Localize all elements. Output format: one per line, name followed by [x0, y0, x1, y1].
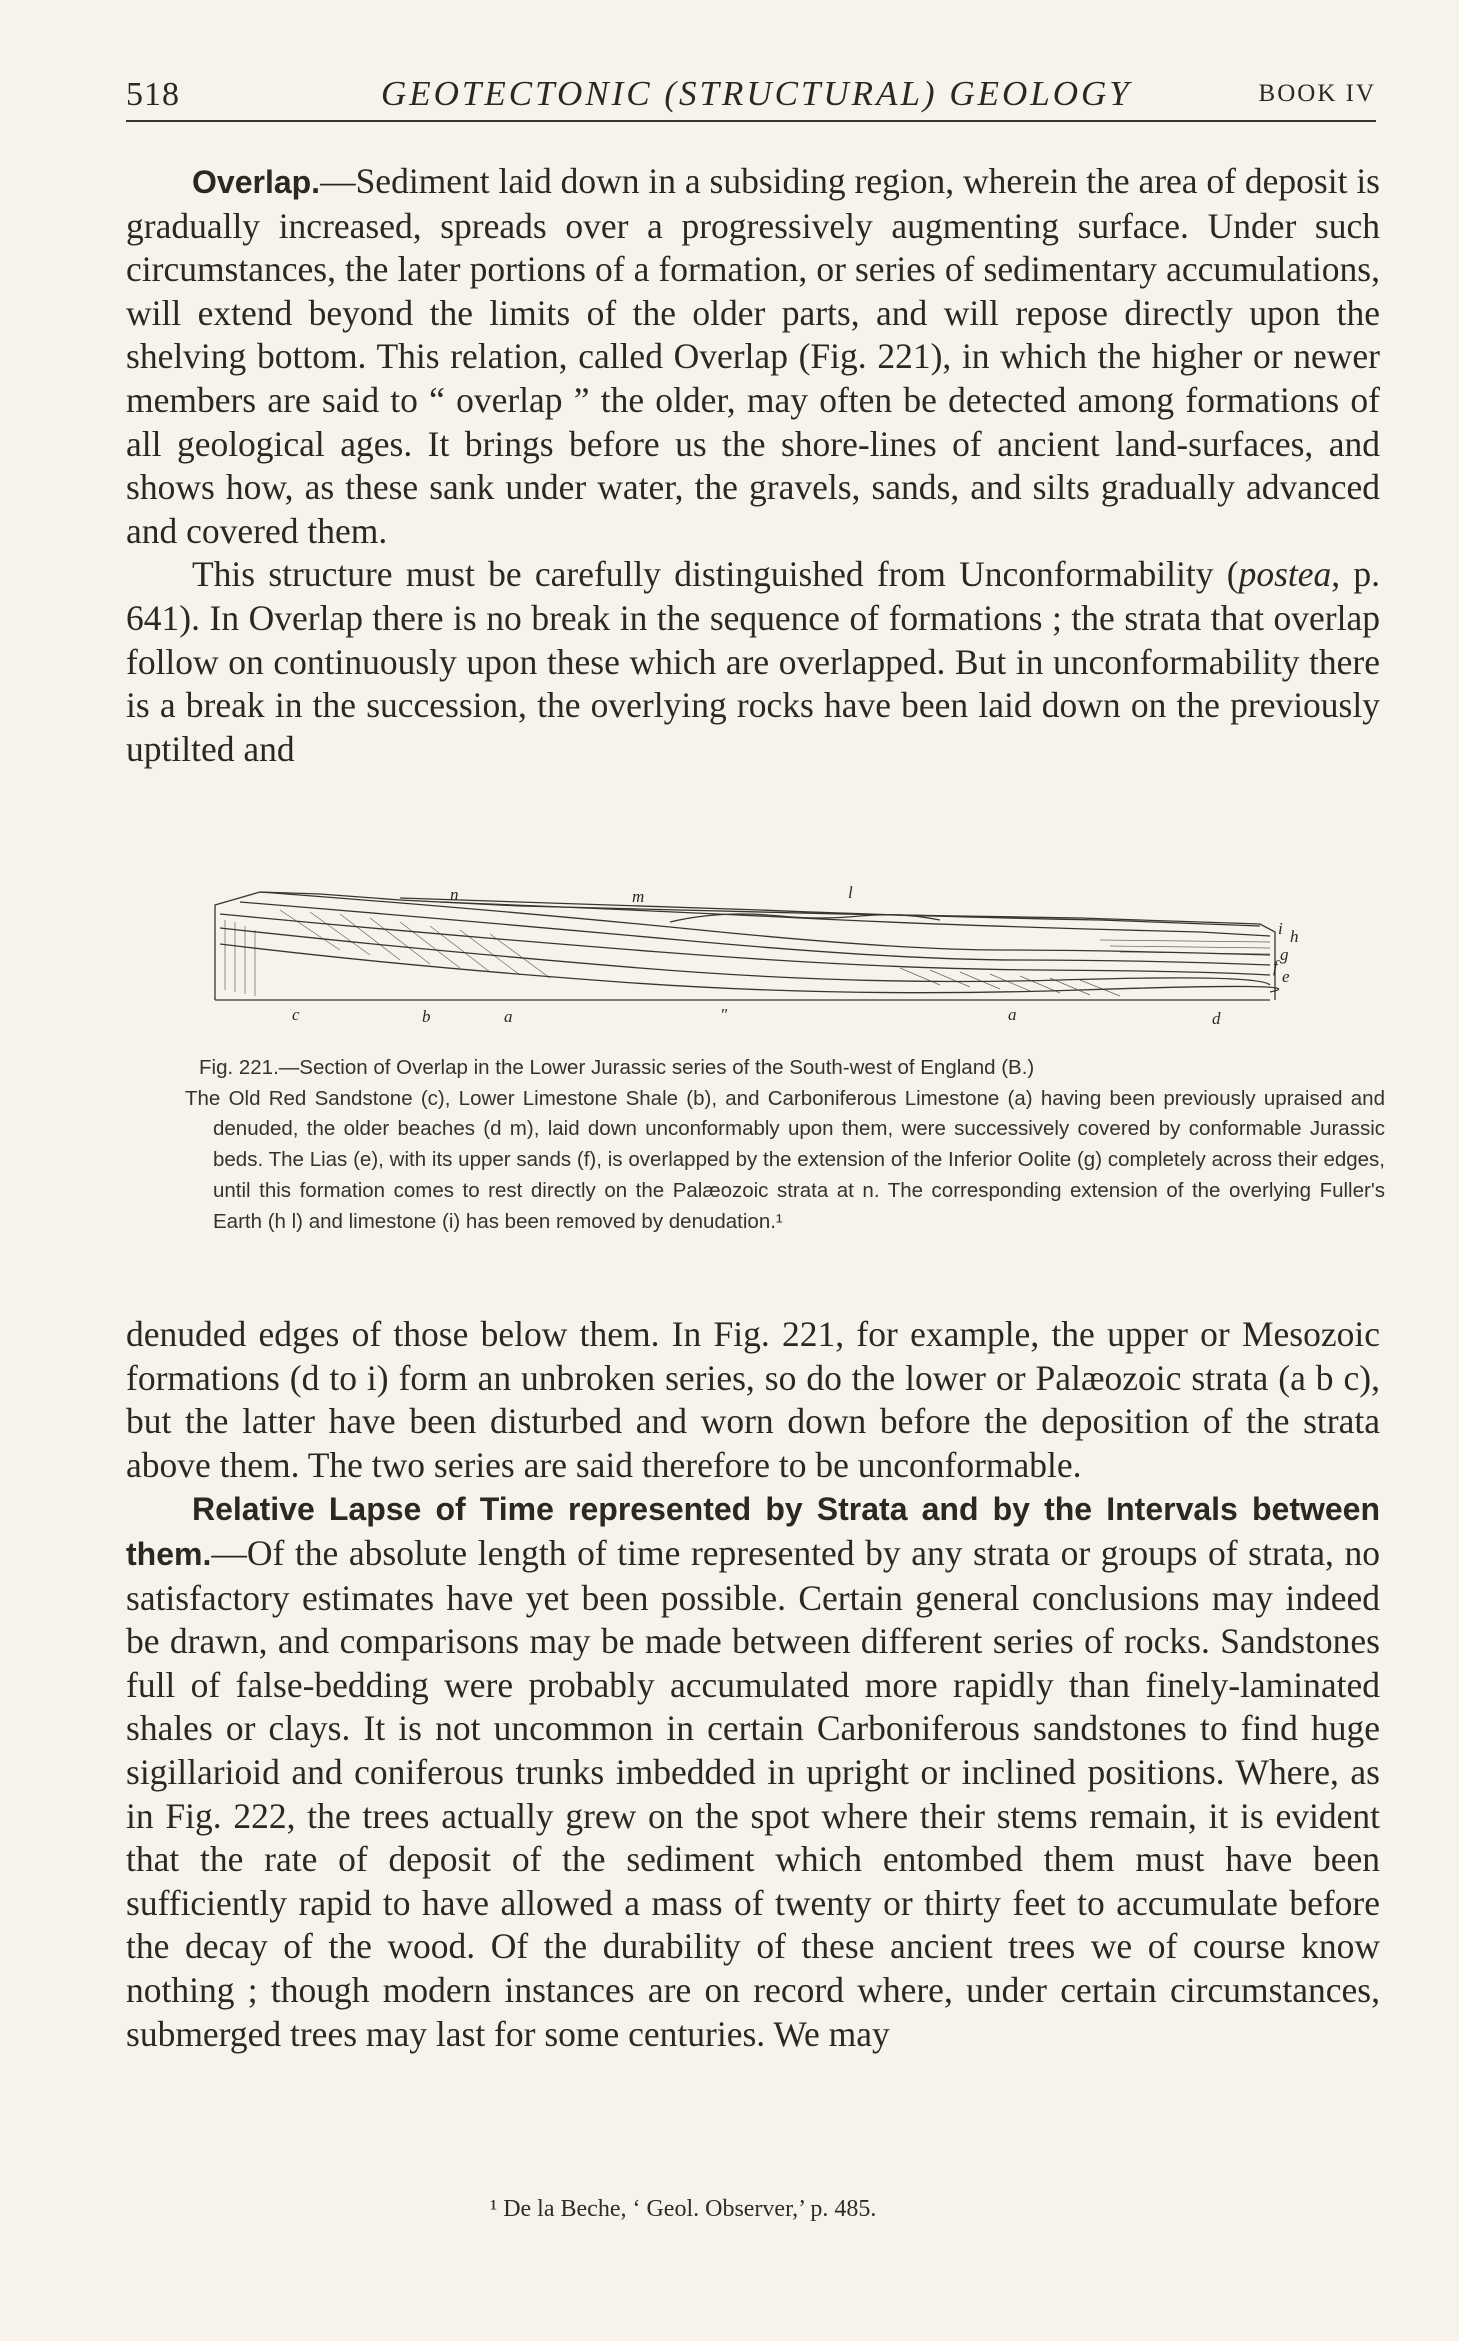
- lens-line: [670, 914, 940, 922]
- label-d: d: [1212, 1009, 1221, 1028]
- label-i: i: [1278, 919, 1283, 938]
- label-m: m: [632, 887, 645, 906]
- label-h: h: [1290, 927, 1299, 946]
- bed-line-1: [260, 892, 1270, 955]
- running-title: GEOTECTONIC (STRUCTURAL) GEOLOGY: [381, 74, 1132, 113]
- bed-line-upper-1: [400, 898, 1260, 926]
- bed-line-upper-2: [440, 902, 1270, 936]
- caption-body: The Old Red Sandstone (c), Lower Limestone Shale (b), and Carboniferous Limestone (a) having been previously upraised and denuded, the older beaches (d m), laid down unconformably upon them, were successively covered by conformable Jurassic beds. The Lias (e), with its upper sands (f), is overlapped by the extension of the Inferior Oolite (g) completely across their edges, until this formation comes to rest directly on the Palæozoic strata at n. The corresponding extension of the overlying Fuller's Earth (h l) and limestone (i) has been removed by denudation.¹: [185, 1086, 1385, 1233]
- paragraph-lapse: [126, 1487, 1380, 2056]
- distinguish-text-a: This structure must be carefully distinguished from Unconformability (: [192, 554, 1239, 595]
- label-e: e: [1282, 967, 1290, 986]
- label-n: n: [450, 885, 459, 904]
- label-a-1: a: [504, 1007, 513, 1026]
- section-heading-overlap: Overlap.: [192, 164, 321, 200]
- postea-word: postea: [1238, 554, 1332, 595]
- paragraph-distinguish: [126, 553, 1380, 771]
- distinguish-text-b: , p. 641). In Overlap there is no break in the sequence of formations ; the strata that overlap follow on continuously upon these which are overlapped. But in unconformability there is a break in the succession, the overlying rocks have been laid down on the previously uptilted and: [126, 554, 1381, 769]
- lapse-text: —Of the absolute length of time represented by any strata or groups of strata, no satisfactory estimates have yet been possible. Certain general conclusions may indeed be drawn, and comparisons may be made between different series of rocks. Sandstones full of false-bedding were probably accumulated more rapidly than finely-laminated shales or clays. It is not uncommon in certain Carboniferous sandstones to find huge sigillarioid and coniferous trunks imbedded in upright or inclined positions. Where, as in Fig. 222, the trees actually grew on the spot where their stems remain, it is evident that the rate of deposit of the sediment which entombed them must have been sufficiently rapid to have allowed a mass of twenty or thirty feet to accumulate before the decay of the wood. Of the durability of these ancient trees we of course know nothing ; though modern instances are on record where, under certain circumstances, submerged trees may last for some centuries. We may: [126, 1532, 1380, 2054]
- book-label: BOOK IV: [1258, 80, 1376, 107]
- label-a-2: a: [1008, 1005, 1017, 1024]
- section-heading-lapse: Relative Lapse of Time represented by Strata and by the Intervals between them.: [126, 1491, 1380, 1572]
- label-g: g: [1280, 945, 1289, 964]
- overlap-text: —Sediment laid down in a subsiding region, wherein the area of deposit is gradually increased, spreads over a progressively augmenting surface. Under such circumstances, the later portions of a formation, or series of sedimentary accumulations, will extend beyond the limits of the older parts, and will repose directly upon the shelving bottom. This relation, called Overlap (Fig. 221), in which the higher or newer members are said to “ overlap ” the older, may often be detected among formations of all geological ages. It brings before us the shore-lines of ancient land-surfaces, and shows how, as these sank under water, the gravels, sands, and silts gradually advanced and covered them.: [126, 161, 1380, 551]
- bed-fine-lines: [1100, 940, 1270, 954]
- hatch-left: [280, 910, 550, 978]
- label-ditto: ": [720, 1005, 728, 1024]
- body-text-top: [126, 160, 1380, 771]
- label-l: l: [848, 883, 853, 902]
- label-f: f: [1273, 957, 1278, 976]
- paragraph-overlap: [126, 160, 1380, 553]
- body-text-bottom: [126, 1313, 1380, 2056]
- figure-221-section-diagram: [200, 880, 1320, 1030]
- figure-caption: [185, 1053, 1385, 1237]
- paragraph-continuation: denuded edges of those below them. In Fig. 221, for example, the upper or Mesozoic formations (d to i) form an unbroken series, so do the lower or Palæozoic strata (a b c), but the latter have been disturbed and worn down before the deposition of the strata above them. The two series are said therefore to be unconformable.: [126, 1314, 1380, 1485]
- running-header: [126, 70, 1376, 122]
- caption-title: Fig. 221.—Section of Overlap in the Lower Jurassic series of the South-west of England (B.): [199, 1056, 1035, 1079]
- footnote: ¹ De la Beche, ‘ Geol. Observer,’ p. 485.: [490, 2196, 877, 2222]
- bed-line-4: [220, 928, 1270, 985]
- label-b: b: [422, 1007, 431, 1026]
- label-c: c: [292, 1005, 300, 1024]
- page-number: 518: [126, 76, 180, 113]
